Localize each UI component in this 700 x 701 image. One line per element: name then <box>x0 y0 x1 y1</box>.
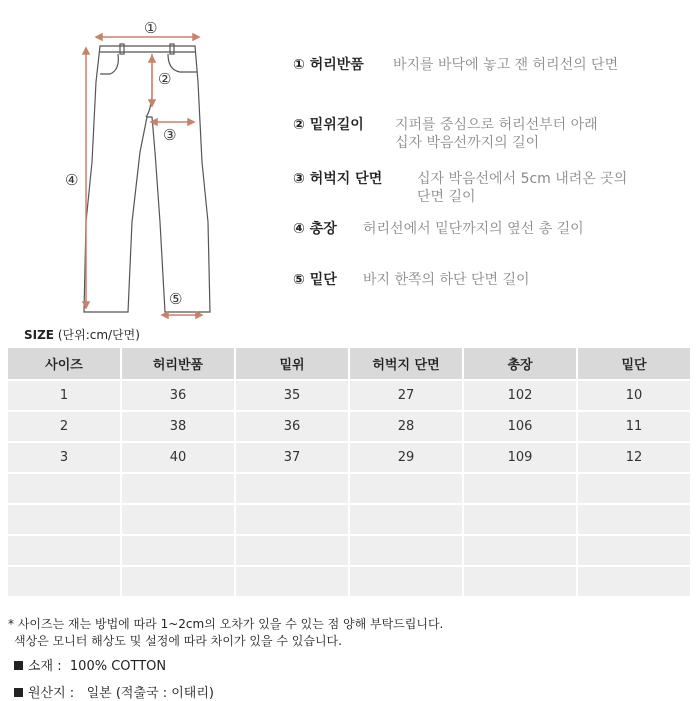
table-cell: 11 <box>577 411 691 442</box>
origin-info <box>14 682 214 701</box>
table-cell <box>349 504 463 535</box>
table-cell <box>463 566 577 597</box>
table-cell <box>7 535 121 566</box>
legend-desc: 바지를 바닥에 놓고 잰 허리선의 단면 <box>393 57 619 73</box>
table-cell <box>577 473 691 504</box>
legend-desc: 십자 박음선에서 5cm 내려온 곳의 단면 길이 <box>417 171 628 205</box>
table-cell: 35 <box>235 380 349 411</box>
table-cell: 10 <box>577 380 691 411</box>
legend-term: ③ 허벅지 단면 <box>293 171 383 187</box>
size-unit-label: SIZE (단위:cm/단면) <box>24 328 140 342</box>
note-measurement: * 사이즈는 재는 방법에 따라 1~2cm의 오차가 있을 수 있는 점 양해 부탁드립니다. <box>8 617 444 631</box>
column-header: 총장 <box>463 347 577 380</box>
table-cell: 109 <box>463 442 577 473</box>
column-header: 사이즈 <box>7 347 121 380</box>
marker-4: ④ <box>65 171 79 189</box>
table-cell <box>235 504 349 535</box>
table-cell: 36 <box>121 380 235 411</box>
legend-desc: 바지 한쪽의 하단 단면 길이 <box>363 272 530 288</box>
legend-term: ② 밑위길이 <box>293 117 364 133</box>
table-cell <box>577 504 691 535</box>
table-cell <box>463 504 577 535</box>
table-cell <box>349 535 463 566</box>
legend-term: ④ 총장 <box>293 221 337 237</box>
table-cell <box>577 535 691 566</box>
table-cell: 1 <box>7 380 121 411</box>
table-cell <box>577 566 691 597</box>
origin-label: 원산지 : <box>28 686 75 701</box>
table-cell: 38 <box>121 411 235 442</box>
marker-1: ① <box>144 22 158 37</box>
table-cell <box>349 566 463 597</box>
table-row <box>7 380 691 411</box>
origin-value: 일본 (적출국 : 이태리) <box>86 686 214 701</box>
size-table <box>6 346 692 598</box>
table-cell: 2 <box>7 411 121 442</box>
table-cell: 40 <box>121 442 235 473</box>
table-cell: 27 <box>349 380 463 411</box>
column-header: 밑단 <box>577 347 691 380</box>
table-row <box>7 442 691 473</box>
pants-outline <box>84 44 210 312</box>
table-header-row <box>7 347 691 380</box>
bullet-square-icon <box>14 661 23 670</box>
legend-desc: 허리선에서 밑단까지의 옆선 총 길이 <box>363 221 584 237</box>
table-cell <box>463 473 577 504</box>
table-row-empty <box>7 535 691 566</box>
table-cell: 12 <box>577 442 691 473</box>
table-cell <box>121 504 235 535</box>
table-cell: 36 <box>235 411 349 442</box>
table-cell <box>121 473 235 504</box>
table-row-empty <box>7 473 691 504</box>
table-cell: 28 <box>349 411 463 442</box>
pants-diagram <box>60 22 230 322</box>
size-notes <box>8 616 698 650</box>
table-cell <box>7 566 121 597</box>
table-row <box>7 411 691 442</box>
table-row-empty <box>7 504 691 535</box>
bullet-square-icon <box>14 688 23 697</box>
legend-desc: 지퍼를 중심으로 허리선부터 아래 십자 박음선까지의 길이 <box>395 117 598 151</box>
table-cell <box>121 535 235 566</box>
table-cell: 37 <box>235 442 349 473</box>
marker-2: ② <box>158 70 172 88</box>
table-cell: 3 <box>7 442 121 473</box>
marker-3: ③ <box>163 126 177 144</box>
material-info <box>14 655 166 674</box>
material-label: 소재 : <box>28 659 62 674</box>
table-row-empty <box>7 566 691 597</box>
column-header: 허리반품 <box>121 347 235 380</box>
marker-5: ⑤ <box>169 290 183 308</box>
measure-markers <box>65 22 182 308</box>
table-cell <box>463 535 577 566</box>
table-cell <box>235 473 349 504</box>
table-cell <box>235 535 349 566</box>
legend-term: ① 허리반품 <box>293 57 364 73</box>
table-cell <box>235 566 349 597</box>
table-cell <box>7 473 121 504</box>
note-color: 색상은 모니터 해상도 및 설정에 따라 차이가 있을 수 있습니다. <box>14 634 342 648</box>
table-cell <box>121 566 235 597</box>
table-cell: 106 <box>463 411 577 442</box>
material-value: 100% COTTON <box>69 659 167 674</box>
table-cell: 102 <box>463 380 577 411</box>
measure-lines <box>83 34 202 318</box>
legend-term: ⑤ 밑단 <box>293 272 337 288</box>
column-header: 밑위 <box>235 347 349 380</box>
table-cell <box>349 473 463 504</box>
column-header: 허벅지 단면 <box>349 347 463 380</box>
table-cell <box>7 504 121 535</box>
table-cell: 29 <box>349 442 463 473</box>
